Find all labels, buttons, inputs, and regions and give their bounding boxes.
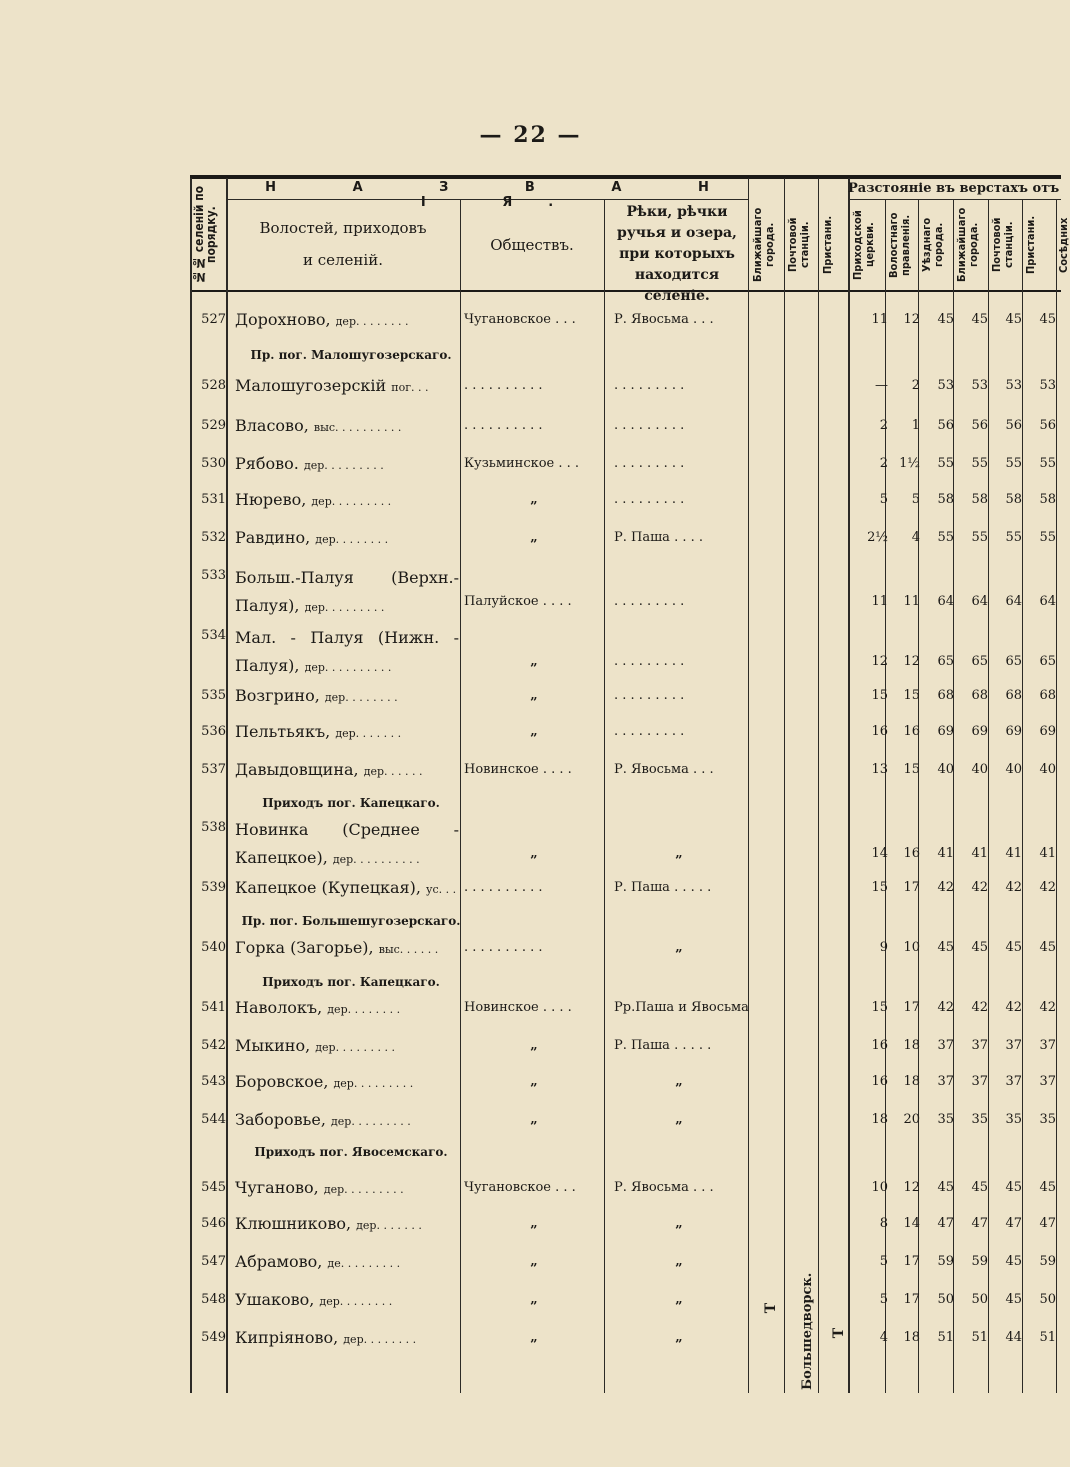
distance-value: 40 [1039, 762, 1056, 777]
row-number: 528 [201, 378, 226, 393]
distance-value: 15 [871, 1000, 888, 1015]
distance-value: 14 [871, 846, 888, 861]
distance-value: 11 [871, 594, 888, 609]
distance-value: 44 [1005, 1330, 1022, 1345]
distance-value: 35 [937, 1112, 954, 1127]
header-subrule [848, 199, 1061, 200]
river: „ [675, 1112, 683, 1127]
table-row [0, 820, 1061, 870]
river: „ [675, 940, 683, 955]
header-last-col: Сосѣдних [1057, 217, 1070, 273]
distance-value: 51 [971, 1330, 988, 1345]
settlement-name: Клюшниково, дер. . . . . . . [235, 1214, 422, 1233]
distance-value: 37 [1039, 1074, 1056, 1089]
distance-value: 56 [1005, 418, 1022, 433]
settlement-name: Наволокъ, дер. . . . . . . . [235, 998, 401, 1017]
distance-value: 59 [937, 1254, 954, 1269]
distance-value: 5 [911, 492, 920, 507]
distance-value: 45 [937, 1180, 954, 1195]
society: Чугановское . . . [464, 1180, 576, 1195]
header-post-station: Почтовой станціи. [786, 217, 811, 273]
distance-value: 58 [1005, 492, 1022, 507]
table-row [0, 568, 1061, 618]
vertical-mark: Т [831, 1327, 848, 1339]
settlement-name: Новинка (Среднее - Капецкое), дер. . . . . . . . . . [235, 820, 459, 867]
distance-value: 68 [1039, 688, 1056, 703]
table-row [0, 1327, 1061, 1360]
settlement-name: Мыкино, дер. . . . . . . . . [235, 1036, 396, 1055]
settlement-name: Боровское, дер. . . . . . . . . [235, 1072, 414, 1091]
distance-value: 1½ [899, 456, 920, 471]
distance-value: 68 [971, 688, 988, 703]
distance-value: 59 [1039, 1254, 1056, 1269]
society: „ [530, 1038, 538, 1053]
society: „ [530, 1074, 538, 1089]
distance-value: 17 [903, 1000, 920, 1015]
row-number: 545 [201, 1180, 226, 1195]
distance-value: 35 [1039, 1112, 1056, 1127]
distance-value: 47 [1039, 1216, 1056, 1231]
distance-value: 42 [937, 1000, 954, 1015]
distance-value: 59 [971, 1254, 988, 1269]
distance-value: 55 [1005, 456, 1022, 471]
society: „ [530, 530, 538, 545]
distance-value: 69 [937, 724, 954, 739]
distance-value: 55 [971, 530, 988, 545]
table-row [0, 724, 1061, 754]
river: . . . . . . . . . [614, 418, 685, 433]
distance-value: 18 [871, 1112, 888, 1127]
river: „ [675, 846, 683, 861]
distance-value: 56 [971, 418, 988, 433]
distance-value: 64 [1039, 594, 1056, 609]
table-row [0, 1180, 1061, 1210]
distance-value: 37 [1039, 1038, 1056, 1053]
vertical-mark: Т [763, 1302, 780, 1314]
settlement-name: Давыдовщина, дер. . . . . . [235, 760, 423, 779]
distance-value: 51 [937, 1330, 954, 1345]
distance-value: 47 [1005, 1216, 1022, 1231]
distance-value: 42 [1039, 1000, 1056, 1015]
distance-value: 16 [871, 1038, 888, 1053]
society: Новинское . . . . [464, 1000, 572, 1015]
distance-value: 56 [937, 418, 954, 433]
distance-value: 64 [971, 594, 988, 609]
distance-value: 41 [971, 846, 988, 861]
header-volost: Волостей, приходовъ и селеній. [259, 219, 427, 269]
river: . . . . . . . . . [614, 654, 685, 669]
row-number: 538 [201, 820, 226, 835]
settlement-name: Горка (Загорье), выс. . . . . . [235, 938, 439, 957]
row-number: 547 [201, 1254, 226, 1269]
river: „ [675, 1074, 683, 1089]
row-number: 536 [201, 724, 226, 739]
distance-value: 69 [1005, 724, 1022, 739]
settlement-name: Кипріяново, дер. . . . . . . . [235, 1328, 417, 1347]
row-number: 542 [201, 1038, 226, 1053]
river: Р. Паша . . . . . [614, 880, 712, 895]
society: „ [530, 724, 538, 739]
table-row [0, 688, 1061, 718]
distance-value: 45 [971, 1180, 988, 1195]
distance-value: 55 [1039, 456, 1056, 471]
section-heading: Пр. пог. Малошугозерскаго. [250, 348, 452, 362]
society: „ [530, 492, 538, 507]
header-parish-church: Приходской церкви. [851, 210, 876, 280]
river: Р. Паша . . . . . [614, 1038, 712, 1053]
section-heading: Приходъ пог. Капецкаго. [262, 975, 440, 989]
distance-value: 13 [871, 762, 888, 777]
distance-value: 1 [911, 418, 920, 433]
page-number: — 22 — [479, 122, 582, 148]
table-row [0, 1112, 1061, 1142]
table-row [0, 1038, 1061, 1068]
distance-value: 16 [871, 724, 888, 739]
river: „ [675, 1330, 683, 1345]
header-row-number: №№ селеній по порядку. [192, 185, 218, 285]
society: „ [530, 688, 538, 703]
header-society: Обществъ. [490, 236, 574, 254]
distance-value: 37 [1005, 1074, 1022, 1089]
distance-value: 53 [937, 378, 954, 393]
distance-value: 41 [937, 846, 954, 861]
header-rivers: Рѣки, рѣчки ручья и озера, при которыхъ находится селеніе. [617, 204, 737, 304]
row-number: 535 [201, 688, 226, 703]
table-row [0, 1292, 1061, 1322]
society: „ [530, 1216, 538, 1231]
settlement-name: Дорохново, дер. . . . . . . . [235, 310, 409, 329]
society: Новинское . . . . [464, 762, 572, 777]
river: . . . . . . . . . [614, 724, 685, 739]
row-number: 541 [201, 1000, 226, 1015]
distance-value: 65 [1039, 654, 1056, 669]
table-row [0, 1000, 1061, 1030]
distance-value: 37 [1005, 1038, 1022, 1053]
table-row [0, 378, 1061, 408]
river: . . . . . . . . . [614, 456, 685, 471]
river: „ [675, 1254, 683, 1269]
settlement-name: Власово, выс. . . . . . . . . . [235, 416, 402, 435]
distance-value: 5 [879, 1254, 888, 1269]
distance-value: 17 [903, 1292, 920, 1307]
distance-value: 10 [903, 940, 920, 955]
row-number: 540 [201, 940, 226, 955]
society: . . . . . . . . . . [464, 940, 543, 955]
distance-value: 45 [971, 312, 988, 327]
distance-value: 65 [1005, 654, 1022, 669]
distance-value: 2 [911, 378, 920, 393]
row-number: 539 [201, 880, 226, 895]
river: Рр.Паша и Явосьма [614, 1000, 749, 1015]
distance-value: 18 [903, 1330, 920, 1345]
table-row [0, 940, 1061, 970]
distance-value: 4 [879, 1330, 888, 1345]
distance-value: 5 [879, 492, 888, 507]
distance-value: 37 [937, 1038, 954, 1053]
settlement-name: Абрамово, де. . . . . . . . . [235, 1252, 401, 1271]
distance-value: 42 [937, 880, 954, 895]
society: Чугановское . . . [464, 312, 576, 327]
table-row [0, 762, 1061, 792]
distance-value: 4 [911, 530, 920, 545]
distance-value: 42 [1039, 880, 1056, 895]
distance-value: 64 [937, 594, 954, 609]
table-top-rule [190, 175, 1061, 179]
distance-value: 69 [1039, 724, 1056, 739]
header-pier-2: Пристани. [1024, 215, 1037, 275]
distance-value: 40 [971, 762, 988, 777]
distance-value: 68 [1005, 688, 1022, 703]
distance-value: 10 [871, 1180, 888, 1195]
table-row [0, 1074, 1061, 1104]
river: Р. Паша . . . . [614, 530, 703, 545]
distance-value: 64 [1005, 594, 1022, 609]
distance-value: 35 [971, 1112, 988, 1127]
distance-value: 37 [971, 1074, 988, 1089]
distance-value: 50 [1039, 1292, 1056, 1307]
distance-value: — [875, 378, 888, 393]
row-number: 533 [201, 568, 226, 583]
distance-value: 12 [903, 1180, 920, 1195]
distance-value: 45 [1005, 1180, 1022, 1195]
settlement-name: Больш.-Палуя (Верхн.-Палуя), дер. . . . . . . . . [235, 568, 459, 615]
table-row [0, 492, 1061, 522]
vertical-city-label: Большедворск. [800, 1272, 815, 1390]
table-row [0, 418, 1061, 448]
distance-value: 47 [971, 1216, 988, 1231]
distance-value: 55 [1005, 530, 1022, 545]
distance-value: 12 [903, 654, 920, 669]
distance-value: 42 [1005, 1000, 1022, 1015]
settlement-name: Пельтьякъ, дер. . . . . . . [235, 722, 402, 741]
table-row [0, 880, 1061, 910]
distance-value: 42 [971, 880, 988, 895]
distance-value: 45 [1005, 1254, 1022, 1269]
distance-value: 40 [1005, 762, 1022, 777]
settlement-name: Нюрево, дер. . . . . . . . . [235, 490, 392, 509]
table-row [0, 1254, 1061, 1284]
society: „ [530, 846, 538, 861]
distance-value: 40 [937, 762, 954, 777]
table-row [0, 628, 1061, 678]
distance-value: 20 [903, 1112, 920, 1127]
society: . . . . . . . . . . [464, 880, 543, 895]
distance-value: 45 [937, 940, 954, 955]
distance-value: 15 [871, 880, 888, 895]
section-heading: Приходъ пог. Явосемскаго. [254, 1145, 448, 1159]
row-number: 534 [201, 628, 226, 643]
table-row [0, 456, 1061, 486]
river: . . . . . . . . . [614, 492, 685, 507]
row-number: 546 [201, 1216, 226, 1231]
distance-value: 2½ [867, 530, 888, 545]
distance-value: 42 [971, 1000, 988, 1015]
distance-value: 18 [903, 1038, 920, 1053]
distance-value: 12 [903, 312, 920, 327]
settlement-name: Капецкое (Купецкая), ус. . . [235, 878, 457, 897]
river: Р. Явосьма . . . [614, 762, 714, 777]
header-district-city: Уѣзднаго города. [920, 217, 945, 273]
distance-value: 2 [879, 418, 888, 433]
distance-value: 56 [1039, 418, 1056, 433]
distance-value: 16 [871, 1074, 888, 1089]
distance-value: 45 [1005, 1292, 1022, 1307]
distance-value: 51 [1039, 1330, 1056, 1345]
distance-value: 42 [1005, 880, 1022, 895]
society: . . . . . . . . . . [464, 378, 543, 393]
section-heading: Пр. пог. Большешугозерскаго. [241, 914, 461, 928]
distance-value: 45 [1005, 312, 1022, 327]
society: „ [530, 654, 538, 669]
header-post-station-2: Почтовой станціи. [990, 217, 1015, 273]
distance-value: 58 [937, 492, 954, 507]
distance-value: 15 [903, 688, 920, 703]
distance-value: 5 [879, 1292, 888, 1307]
distance-value: 53 [971, 378, 988, 393]
row-number: 529 [201, 418, 226, 433]
distance-value: 45 [1039, 940, 1056, 955]
settlement-name: Мал. - Палуя (Нижн. - Палуя), дер. . . . . . . . . . [235, 628, 459, 675]
header-nearest-city: Ближайшаго города. [751, 207, 776, 283]
row-number: 531 [201, 492, 226, 507]
settlement-name: Рябово. дер. . . . . . . . . [235, 454, 384, 473]
distance-value: 45 [1039, 1180, 1056, 1195]
settlement-name: Заборовье, дер. . . . . . . . . [235, 1110, 411, 1129]
row-number: 549 [201, 1330, 226, 1345]
distance-value: 11 [871, 312, 888, 327]
row-number: 530 [201, 456, 226, 471]
distance-value: 47 [937, 1216, 954, 1231]
distance-value: 12 [871, 654, 888, 669]
distance-value: 55 [937, 456, 954, 471]
distance-value: 14 [903, 1216, 920, 1231]
settlement-name: Возгрино, дер. . . . . . . . [235, 686, 398, 705]
row-number: 532 [201, 530, 226, 545]
distance-value: 55 [937, 530, 954, 545]
table-row [0, 312, 1061, 342]
names-title: Н А З В А Н І Я. [265, 180, 745, 210]
distance-value: 50 [937, 1292, 954, 1307]
distance-value: 9 [879, 940, 888, 955]
table-row [0, 1216, 1061, 1246]
distance-value: 53 [1039, 378, 1056, 393]
river: „ [675, 1292, 683, 1307]
distance-value: 69 [971, 724, 988, 739]
distance-title: Разстояніе въ верстахъ отъ [848, 181, 1060, 196]
distance-value: 55 [1039, 530, 1056, 545]
distance-value: 45 [1005, 940, 1022, 955]
distance-value: 58 [1039, 492, 1056, 507]
distance-value: 16 [903, 724, 920, 739]
settlement-name: Чуганово, дер. . . . . . . . . [235, 1178, 404, 1197]
settlement-name: Равдино, дер. . . . . . . . [235, 528, 389, 547]
distance-value: 8 [879, 1216, 888, 1231]
distance-value: 37 [971, 1038, 988, 1053]
distance-value: 11 [903, 594, 920, 609]
river: „ [675, 1216, 683, 1231]
settlement-name: Малошугозерскій пог. . . [235, 376, 429, 395]
distance-value: 18 [903, 1074, 920, 1089]
row-number: 543 [201, 1074, 226, 1089]
river: Р. Явосьма . . . [614, 312, 714, 327]
river: Р. Явосьма . . . [614, 1180, 714, 1195]
society: . . . . . . . . . . [464, 418, 543, 433]
distance-value: 41 [1005, 846, 1022, 861]
society: „ [530, 1112, 538, 1127]
settlement-name: Ушаково, дер. . . . . . . . [235, 1290, 393, 1309]
distance-value: 35 [1005, 1112, 1022, 1127]
row-number: 544 [201, 1112, 226, 1127]
society: „ [530, 1330, 538, 1345]
distance-value: 53 [1005, 378, 1022, 393]
header-nearest-city-2: Ближайшаго города. [955, 207, 980, 283]
distance-value: 37 [937, 1074, 954, 1089]
society: „ [530, 1292, 538, 1307]
header-pier: Пристани. [821, 215, 834, 275]
river: . . . . . . . . . [614, 378, 685, 393]
row-number: 527 [201, 312, 226, 327]
distance-value: 2 [879, 456, 888, 471]
society: Кузьминское . . . [464, 456, 580, 471]
society: „ [530, 1254, 538, 1269]
distance-value: 65 [971, 654, 988, 669]
distance-value: 45 [1039, 312, 1056, 327]
river: . . . . . . . . . [614, 594, 685, 609]
distance-value: 45 [971, 940, 988, 955]
distance-value: 45 [937, 312, 954, 327]
society: Палуйское . . . . [464, 594, 572, 609]
distance-value: 68 [937, 688, 954, 703]
distance-value: 15 [903, 762, 920, 777]
distance-value: 41 [1039, 846, 1056, 861]
table-row [0, 530, 1061, 560]
distance-value: 65 [937, 654, 954, 669]
row-number: 537 [201, 762, 226, 777]
distance-value: 16 [903, 846, 920, 861]
distance-value: 17 [903, 880, 920, 895]
header-volost-admin: Волостнаго правленія. [887, 212, 912, 278]
distance-value: 55 [971, 456, 988, 471]
row-number: 548 [201, 1292, 226, 1307]
distance-value: 15 [871, 688, 888, 703]
section-heading: Приходъ пог. Капецкаго. [262, 796, 440, 810]
distance-value: 17 [903, 1254, 920, 1269]
distance-value: 50 [971, 1292, 988, 1307]
distance-value: 58 [971, 492, 988, 507]
river: . . . . . . . . . [614, 688, 685, 703]
